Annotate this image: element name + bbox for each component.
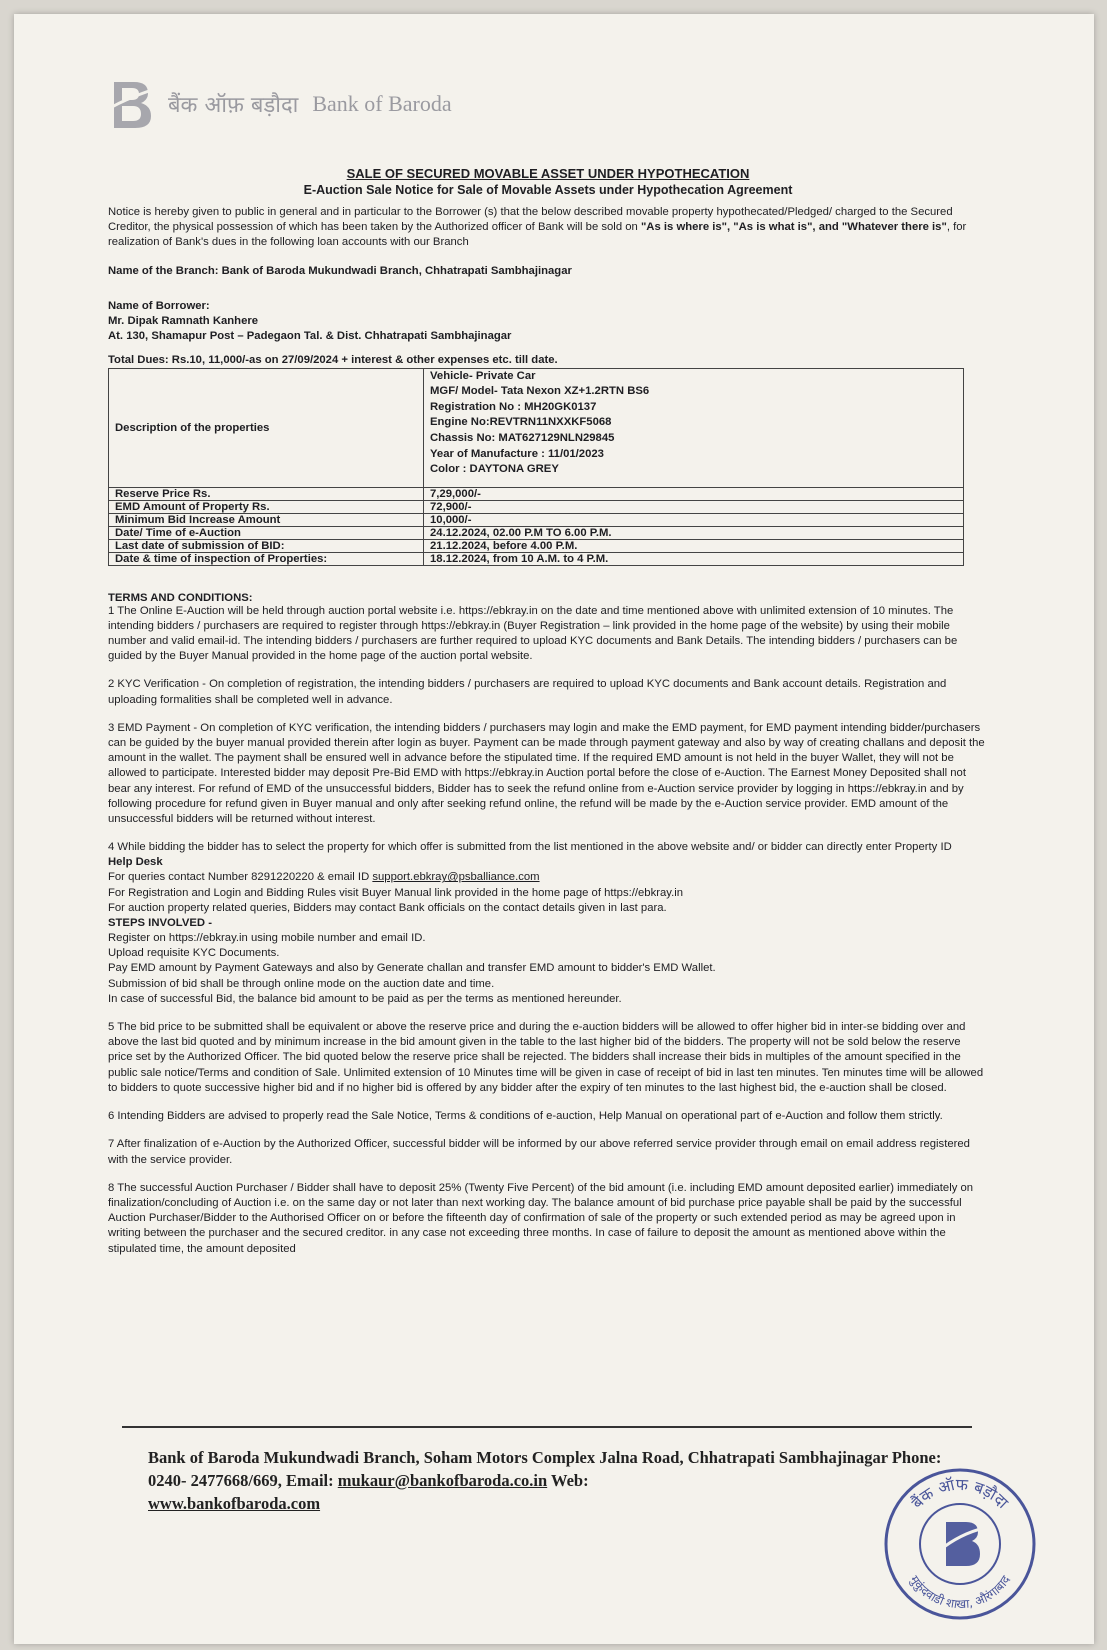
term-2: 2 KYC Verification - On completion of registration, the intending bidders / purchasers are required to upload KYC documents and Bank account details. Registration and uploading formalities shall be completed well in advance. (108, 678, 947, 706)
table-row: Last date of submission of BID: 21.12.2024, before 4.00 P.M. (109, 539, 964, 552)
svg-text:मुकुंदवाडी शाखा, औरंगाबाद (906, 1573, 1013, 1612)
step-3: Pay EMD amount by Payment Gateways and also by Generate challan and transfer EMD amount to bidder's EMD Wallet. (108, 962, 716, 975)
notice-title: SALE OF SECURED MOVABLE ASSET UNDER HYPOTHECATION (346, 166, 750, 181)
footer-web-label: Web: (547, 1471, 589, 1490)
term-3: 3 EMD Payment - On completion of KYC verification, the intending bidders / purchasers may login and make the EMD payment, for EMD payment intending bidder/purchasers can be guided by the buyer manual provided therein after login as buyer. Payment can be made through payment gateway and also by way of creating challans and deposit the amount in the wallet. The payment shall be ensured well in advance before the stipulated time. If the required EMD amount is not held in the buyer Wallet, they will not be allowed to participate. Interested bidder may deposit Pre-Bid EMD with https://ebkray.in Auction portal before the close of e-Auction. The Earnest Money Deposited shall not bear any interest. For refund of EMD of the unsuccessful bidders, Bidder has to seek the refund online from e-Auction service provider by logging in https://ebkray.in and by following procedure for refund given in Buyer manual and only after seeking refund online, the refund will be made by the e-Auction service provider. EMD amount of the unsuccessful bidders will be returned without interest. (108, 721, 985, 826)
footer-web-link[interactable]: www.bankofbaroda.com (148, 1494, 321, 1513)
step-1: Register on https://ebkray.in using mobile number and email ID. (108, 932, 426, 945)
bank-logo (108, 74, 988, 134)
branch-name: Name of the Branch: Bank of Baroda Mukundwadi Branch, Chhatrapati Sambhajinagar (108, 264, 572, 277)
footer-email-link[interactable]: mukaur@bankofbaroda.co.in (337, 1471, 548, 1490)
stamp-bottom-text: मुकुंदवाडी शाखा, औरंगाबाद (907, 1573, 1013, 1612)
help-line-2: For Registration and Login and Bidding Rules visit Buyer Manual link provided in the home page of https://ebkray.in (108, 886, 684, 899)
logo-english-text: Bank of Baroda (312, 91, 452, 116)
stamp-top-text: बैंक ऑफ बड़ौदा (907, 1474, 1013, 1513)
total-dues: Total Dues: Rs.10, 11,000/-as on 27/09/2024 + interest & other expenses etc. till date. (108, 353, 558, 366)
property-table (108, 368, 964, 566)
help-line-3: For auction property related queries, Bidders may contact Bank officials on the contact details given in last para. (108, 901, 667, 914)
footer-address: Bank of Baroda Mukundwadi Branch, Soham Motors Complex Jalna Road, Chhatrapati Sambhajinagar Phone: 0240- 2477668/669, Email: (148, 1448, 942, 1490)
borrower-label: Name of Borrower: (108, 299, 210, 312)
step-5: In case of successful Bid, the balance bid amount to be paid as per the terms as mentioned hereunder. (108, 992, 622, 1005)
notice-subtitle: E-Auction Sale Notice for Sale of Movable Assets under Hypothecation Agreement (303, 183, 793, 197)
notice-content (108, 74, 988, 1257)
table-row: Minimum Bid Increase Amount 10,000/- (109, 513, 964, 526)
table-row (109, 368, 964, 487)
term-7: 7 After finalization of e-Auction by the Authorized Officer, successful bidder will be informed by our above referred service provider through email on email address registered with the service provider. (108, 1138, 970, 1166)
description-label: Description of the properties (109, 368, 424, 487)
table-row: Date/ Time of e-Auction 24.12.2024, 02.00 P.M TO 6.00 P.M. (109, 526, 964, 539)
steps-title: STEPS INVOLVED - (108, 917, 212, 930)
step-4: Submission of bid shall be through online mode on the auction date and time. (108, 977, 495, 990)
document-page (14, 14, 1094, 1644)
table-row: EMD Amount of Property Rs. 72,900/- (109, 500, 964, 513)
help-desk-title: Help Desk (108, 856, 163, 869)
term-6: 6 Intending Bidders are advised to properly read the Sale Notice, Terms & conditions of e-auction, Help Manual on operational part of e-Auction and follow them strictly. (108, 1110, 943, 1123)
terms-title: TERMS AND CONDITIONS: (108, 591, 253, 604)
term-8: 8 The successful Auction Purchaser / Bidder shall have to deposit 25% (Twenty Five Percent) of the bid amount (i.e. including EMD amount deposited earlier) immediately on finalization/concluding of Auction i.e. on the same day or not later than next working day. The balance amount of bid purchase price payable shall be paid by the successful Auction Purchaser/Bidder to the Authorised Officer on or before the fifteenth day of confirmation of sale of the property or such extended period as may be agreed upon in writing between the purchaser and the secured creditor. in any case not exceeding three months. In case of failure to deposit the amount as mentioned above within the stipulated time, the amount deposited (108, 1181, 974, 1255)
as-is-where-is-text: "As is where is", "As is what is", and "Whatever there is" (640, 221, 947, 234)
branch-footer (148, 1446, 948, 1515)
branch-seal-stamp (880, 1464, 1040, 1624)
borrower-block (108, 299, 988, 344)
vehicle-details: Vehicle- Private Car MGF/ Model- Tata Nexon XZ+1.2RTN BS6 Registration No : MH20GK0137 Engine No:REVTRN11NXXKF5068 Chassis No: MAT627129NLN29845 Year of Manufacture : 11/01/2023 Color : DAYTONA GREY (424, 368, 964, 487)
borrower-address: At. 130, Shamapur Post – Padegaon Tal. & Dist. Chhatrapati Sambhajinagar (108, 329, 512, 342)
support-email-link[interactable]: support.ebkray@psballiance.com (372, 871, 540, 884)
table-row: Date & time of inspection of Properties: 18.12.2024, from 10 A.M. to 4 P.M. (109, 552, 964, 565)
logo-hindi-text: बैंक ऑफ़ बड़ौदा (168, 93, 299, 118)
step-2: Upload requisite KYC Documents. (108, 947, 280, 960)
term-4: 4 While bidding the bidder has to select the property for which offer is submitted from the list mentioned in the above website and/ or bidder can directly enter Property ID (108, 841, 952, 854)
borrower-name: Mr. Dipak Ramnath Kanhere (108, 314, 259, 327)
term-5: 5 The bid price to be submitted shall be equivalent or above the reserve price and during the e-auction bidders will be allowed to offer higher bid in inter-se bidding over and above the last bid quoted and by minimum increase in the bid amount given in the table to the last higher bid of the bidders. The property will not be sold below the reserve price set by the Authorized Officer. The bid quoted below the reserve price shall be rejected. The bidders shall increase their bids in multiples of the amount specified in the public sale notice/Terms and condition of Sale. Unlimited extension of 10 Minutes time will be given in case of receipt of bid in last ten minutes. Ten minutes time will be allowed to bidders to quote successive higher bid and if no higher bid is offered by any bidder after the expiry of ten minutes to the last highest bid, the e-auction shall be closed. (108, 1021, 984, 1094)
footer-divider (122, 1426, 972, 1428)
help-line-1: For queries contact Number 8291220220 & email ID support.ebkray@psballiance.com (108, 871, 540, 884)
bank-of-baroda-logo-icon (108, 78, 154, 130)
notice-paragraph: Notice is hereby given to public in general and in particular to the Borrower (s) that the below described movable property hypothecated/Pledged/ charged to the Secured Creditor, the physical possession of which has been taken by the Authorized officer of Bank will be sold on "As is where is", "As is what is", and "Whatever there is", for realization of Bank's dues in the following loan accounts with our Branch (108, 206, 967, 249)
term-1: 1 The Online E-Auction will be held through auction portal website i.e. https://ebkray.in on the date and time mentioned above with unlimited extension of 10 minutes. The intending bidders / purchasers are required to register through https://ebkray.in (Buyer Registration – link provided in the home page of the website) by using their mobile number and valid email-id. The intending bidders / purchasers are further required to upload KYC documents and Bank Details. The intending bidders / purchasers can be guided by the Buyer Manual provided in the home page of the auction portal website. (108, 604, 958, 663)
table-row: Reserve Price Rs. 7,29,000/- (109, 487, 964, 500)
terms-section (108, 592, 988, 1257)
